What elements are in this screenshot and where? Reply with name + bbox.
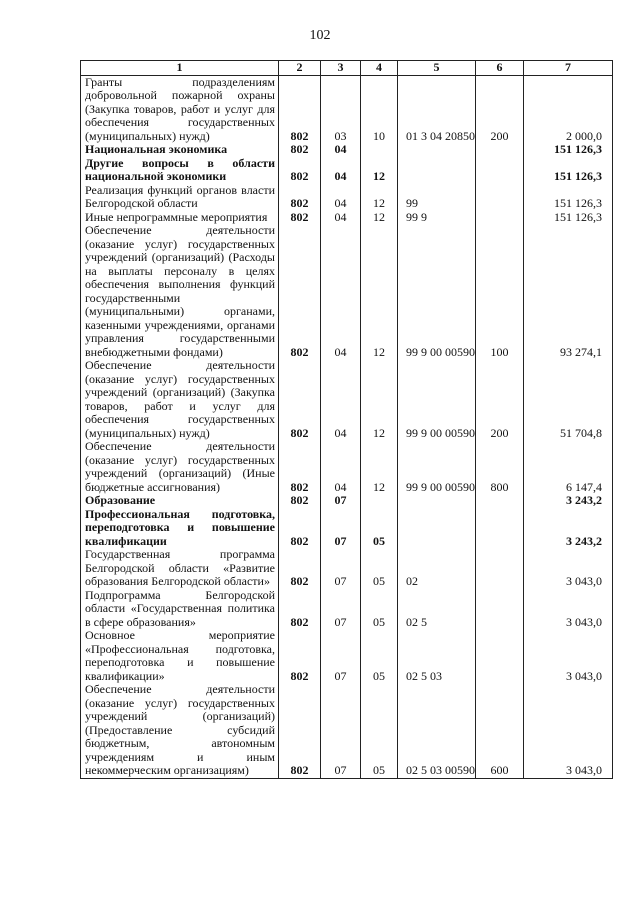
cell-subsection: 05 <box>361 508 398 549</box>
row-description: Обеспечение деятельности (оказание услуг) государственных учреждений (организаций) (Предоставление субсидий бюджетным, автономным учреждениям и иным некоммерческим организациям) <box>81 683 279 778</box>
cell-target-article <box>398 494 476 508</box>
cell-code-ministry: 802 <box>279 224 321 359</box>
table-row <box>81 75 613 143</box>
table-row <box>81 683 613 778</box>
cell-expense-type <box>476 589 524 630</box>
cell-amount: 3 043,0 <box>524 629 613 683</box>
cell-section: 04 <box>321 440 361 494</box>
cell-code-ministry: 802 <box>279 211 321 225</box>
cell-target-article: 99 9 00 00590 <box>398 359 476 440</box>
cell-amount: 3 043,0 <box>524 589 613 630</box>
table-row <box>81 589 613 630</box>
cell-code-ministry: 802 <box>279 359 321 440</box>
cell-section: 04 <box>321 157 361 184</box>
header-cell: 5 <box>398 61 476 76</box>
row-description: Иные непрограммные мероприятия <box>81 211 279 225</box>
row-description: Реализация функций органов власти Белгородской области <box>81 184 279 211</box>
cell-subsection: 05 <box>361 629 398 683</box>
cell-expense-type <box>476 211 524 225</box>
cell-target-article: 01 3 04 20850 <box>398 75 476 143</box>
table-row <box>81 629 613 683</box>
cell-target-article <box>398 157 476 184</box>
cell-subsection: 12 <box>361 224 398 359</box>
cell-amount: 3 243,2 <box>524 508 613 549</box>
cell-expense-type: 200 <box>476 359 524 440</box>
cell-section: 04 <box>321 211 361 225</box>
cell-expense-type <box>476 184 524 211</box>
cell-expense-type <box>476 494 524 508</box>
cell-code-ministry: 802 <box>279 548 321 589</box>
cell-code-ministry: 802 <box>279 157 321 184</box>
budget-table <box>80 60 613 779</box>
cell-target-article: 99 9 00 00590 <box>398 440 476 494</box>
cell-target-article: 99 <box>398 184 476 211</box>
cell-subsection: 05 <box>361 683 398 778</box>
table-row <box>81 157 613 184</box>
cell-amount: 151 126,3 <box>524 143 613 157</box>
cell-expense-type: 800 <box>476 440 524 494</box>
cell-amount: 2 000,0 <box>524 75 613 143</box>
cell-amount: 3 043,0 <box>524 548 613 589</box>
header-cell: 4 <box>361 61 398 76</box>
cell-code-ministry: 802 <box>279 629 321 683</box>
cell-amount: 151 126,3 <box>524 184 613 211</box>
cell-target-article: 99 9 00 00590 <box>398 224 476 359</box>
cell-subsection: 12 <box>361 157 398 184</box>
cell-code-ministry: 802 <box>279 683 321 778</box>
table-row <box>81 359 613 440</box>
table-row <box>81 440 613 494</box>
cell-target-article: 02 5 03 <box>398 629 476 683</box>
cell-section: 04 <box>321 224 361 359</box>
table-row <box>81 224 613 359</box>
header-cell: 3 <box>321 61 361 76</box>
row-description: Подпрограмма Белгородской области «Государственная политика в сфере образования» <box>81 589 279 630</box>
row-description: Национальная экономика <box>81 143 279 157</box>
cell-amount: 6 147,4 <box>524 440 613 494</box>
cell-section: 04 <box>321 143 361 157</box>
cell-section: 03 <box>321 75 361 143</box>
cell-expense-type <box>476 629 524 683</box>
cell-subsection: 05 <box>361 589 398 630</box>
cell-subsection: 12 <box>361 440 398 494</box>
cell-target-article <box>398 508 476 549</box>
cell-subsection <box>361 143 398 157</box>
row-description: Гранты подразделениям добровольной пожарной охраны (Закупка товаров, работ и услуг для обеспечения государственных (муниципальных) нужд) <box>81 75 279 143</box>
cell-code-ministry: 802 <box>279 589 321 630</box>
cell-amount: 3 243,2 <box>524 494 613 508</box>
cell-amount: 93 274,1 <box>524 224 613 359</box>
cell-section: 04 <box>321 359 361 440</box>
cell-expense-type <box>476 157 524 184</box>
cell-expense-type <box>476 508 524 549</box>
header-cell: 2 <box>279 61 321 76</box>
cell-subsection <box>361 494 398 508</box>
cell-target-article: 99 9 <box>398 211 476 225</box>
cell-section: 07 <box>321 683 361 778</box>
cell-subsection: 12 <box>361 184 398 211</box>
cell-code-ministry: 802 <box>279 508 321 549</box>
header-row <box>81 61 613 76</box>
table-row <box>81 143 613 157</box>
cell-expense-type: 100 <box>476 224 524 359</box>
header-cell: 7 <box>524 61 613 76</box>
cell-expense-type <box>476 143 524 157</box>
page-number: 102 <box>309 28 331 43</box>
cell-expense-type: 600 <box>476 683 524 778</box>
cell-subsection: 12 <box>361 359 398 440</box>
cell-expense-type: 200 <box>476 75 524 143</box>
cell-target-article: 02 5 03 00590 <box>398 683 476 778</box>
cell-target-article: 02 <box>398 548 476 589</box>
table-row <box>81 494 613 508</box>
table-row <box>81 211 613 225</box>
row-description: Образование <box>81 494 279 508</box>
cell-subsection: 05 <box>361 548 398 589</box>
header-cell: 1 <box>81 61 279 76</box>
cell-code-ministry: 802 <box>279 440 321 494</box>
cell-section: 07 <box>321 494 361 508</box>
cell-code-ministry: 802 <box>279 143 321 157</box>
header-cell: 6 <box>476 61 524 76</box>
row-description: Государственная программа Белгородской области «Развитие образования Белгородской области» <box>81 548 279 589</box>
cell-expense-type <box>476 548 524 589</box>
row-description: Другие вопросы в области национальной экономики <box>81 157 279 184</box>
cell-section: 07 <box>321 548 361 589</box>
cell-code-ministry: 802 <box>279 75 321 143</box>
cell-section: 07 <box>321 589 361 630</box>
cell-amount: 3 043,0 <box>524 683 613 778</box>
cell-section: 07 <box>321 508 361 549</box>
cell-subsection: 10 <box>361 75 398 143</box>
row-description: Обеспечение деятельности (оказание услуг) государственных учреждений (организаций) (Закупка товаров, работ и услуг для обеспечения государственных (муниципальных) нужд) <box>81 359 279 440</box>
cell-subsection: 12 <box>361 211 398 225</box>
cell-amount: 51 704,8 <box>524 359 613 440</box>
cell-section: 07 <box>321 629 361 683</box>
cell-code-ministry: 802 <box>279 494 321 508</box>
cell-code-ministry: 802 <box>279 184 321 211</box>
row-description: Обеспечение деятельности (оказание услуг) государственных учреждений (организаций) (Иные бюджетные ассигнования) <box>81 440 279 494</box>
row-description: Обеспечение деятельности (оказание услуг) государственных учреждений (организаций) (Расходы на выплаты персоналу в целях обеспечения выполнения функций государственными (муниципальными) органами, казенными учреждениями, органами управления государственными внебюджетными фондами) <box>81 224 279 359</box>
cell-target-article: 02 5 <box>398 589 476 630</box>
table-row <box>81 508 613 549</box>
row-description: Профессиональная подготовка, переподготовка и повышение квалификации <box>81 508 279 549</box>
table-row <box>81 184 613 211</box>
cell-amount: 151 126,3 <box>524 211 613 225</box>
row-description: Основное мероприятие «Профессиональная подготовка, переподготовка и повышение квалификации» <box>81 629 279 683</box>
cell-section: 04 <box>321 184 361 211</box>
cell-target-article <box>398 143 476 157</box>
cell-amount: 151 126,3 <box>524 157 613 184</box>
table-row <box>81 548 613 589</box>
